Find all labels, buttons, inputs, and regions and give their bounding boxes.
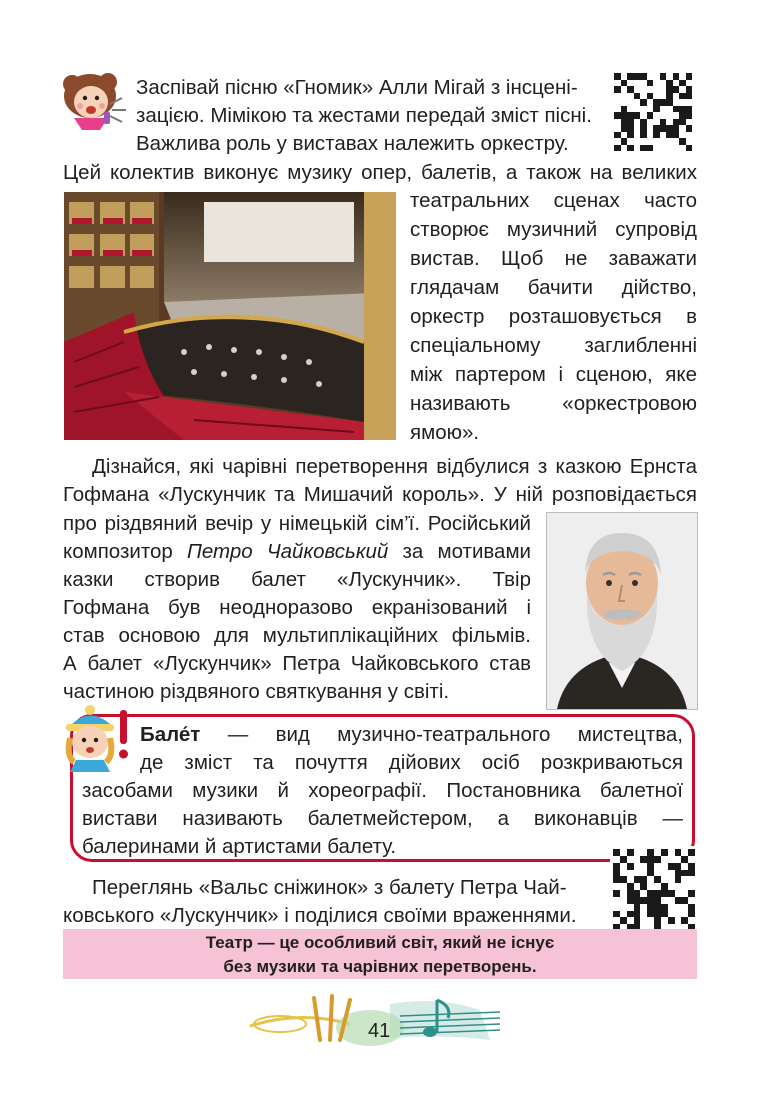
qr-module [613,897,620,904]
qr-module [681,897,688,904]
qr-module [681,876,688,883]
qr-module [627,863,634,870]
qr-module [613,863,620,870]
qr-module [640,849,647,856]
qr-module [627,856,634,863]
qr-module [647,876,654,883]
qr-module [661,870,668,877]
qr-module [688,856,695,863]
qr-module [675,863,682,870]
qr-module [627,876,634,883]
qr-module [654,870,661,877]
qr-module [654,897,661,904]
qr-module [647,911,654,918]
qr-module [647,856,654,863]
definition-intro: — вид музично-театрального мистецтва, [200,723,683,746]
qr-module [613,911,620,918]
qr-module [654,856,661,863]
qr-module [640,876,647,883]
qr-module [613,849,620,856]
qr-module [613,904,620,911]
qr-module [654,890,661,897]
definition-term: Бале́т [140,723,201,746]
orchestra-line-1: театральних сценах часто [410,189,697,212]
qr-module [661,917,668,924]
qr-module [640,917,647,924]
qr-module [613,917,620,924]
qr-module [647,904,654,911]
qr-module [681,883,688,890]
nutcracker-line-8: А балет «Лускунчик» Петра Чайковського став [63,652,531,675]
qr-module [668,911,675,918]
qr-module [681,904,688,911]
qr-module [620,897,627,904]
definition-line-5: балеринами й артистами балету. [82,835,397,858]
orchestra-line-9: ямою». [410,421,480,444]
qr-module [640,856,647,863]
text-motives: за мотивами [388,540,531,563]
qr-module [627,890,634,897]
qr-module [668,856,675,863]
motto-line-1: Театр — це особливий світ, який не існує [205,933,555,952]
qr-module [661,876,668,883]
qr-module [661,911,668,918]
qr-module [675,856,682,863]
qr-module [620,849,627,856]
orchestra-line-7: між партером і сценою, яке [410,363,697,386]
qr-module [675,870,682,877]
qr-module [681,911,688,918]
qr-module [661,863,668,870]
qr-module [681,917,688,924]
qr-module [675,890,682,897]
qr-module [620,890,627,897]
qr-module [654,911,661,918]
qr-module [681,849,688,856]
qr-module [634,863,641,870]
qr-module [640,904,647,911]
qr-module [688,904,695,911]
qr-module [661,883,668,890]
qr-module [640,883,647,890]
qr-module [675,917,682,924]
qr-module [654,917,661,924]
qr-module [688,897,695,904]
qr-module [620,876,627,883]
qr-module [640,911,647,918]
qr-module [668,863,675,870]
qr-module [634,856,641,863]
qr-code-song[interactable] [611,70,695,154]
nutcracker-line-7: став основою для мультиплікаційних фільмів. [63,624,531,647]
nutcracker-line-6: Гофмана був неодноразово екранізований і [63,596,531,619]
qr-module [675,904,682,911]
qr-module [668,870,675,877]
qr-module [640,897,647,904]
orchestra-line-5: оркестр розташовується в [410,305,697,328]
qr-module [634,870,641,877]
qr-module [627,904,634,911]
qr-module [675,876,682,883]
qr-module [661,897,668,904]
qr-module [620,856,627,863]
qr-module [668,890,675,897]
qr-module [681,870,688,877]
text-composer: композитор [63,540,187,563]
qr-module [627,870,634,877]
qr-module [613,856,620,863]
qr-module [627,911,634,918]
qr-module [654,904,661,911]
qr-module [647,917,654,924]
qr-module [634,849,641,856]
qr-module [627,917,634,924]
intro-line-3: Важлива роль у виставах належить оркестру. [136,132,569,155]
orchestra-line-6: спеціальному заглибленні [410,334,697,357]
qr-module [675,849,682,856]
orchestra-pit-photo [64,192,396,440]
definition-line-1 [140,722,683,748]
qr-module [620,904,627,911]
definition-line-4: вистави називають балетмейстером, а виконавців — [82,807,683,830]
qr-module [634,911,641,918]
qr-module [688,870,695,877]
qr-module [640,890,647,897]
qr-module [634,883,641,890]
qr-module [647,863,654,870]
definition-line-2: де зміст та почуття дійових осіб розкриваються [140,751,683,774]
qr-module [647,849,654,856]
nutcracker-line-9: частиною різдвяного святкування у світі. [63,680,450,703]
qr-module [620,863,627,870]
qr-code-waltz[interactable] [610,846,698,934]
qr-module [634,897,641,904]
qr-module [681,863,688,870]
nutcracker-line-3: про різдвяний вечір у німецькій сім’ї. Російський [63,512,531,535]
qr-module [681,890,688,897]
qr-module [661,904,668,911]
qr-module [620,883,627,890]
qr-module [634,917,641,924]
waltz-line-1: Переглянь «Вальс сніжинок» з балету Петра Чай- [92,876,567,899]
qr-module [668,849,675,856]
qr-module [613,876,620,883]
qr-module [634,890,641,897]
intro-line-2: зацією. Мімікою та жестами передай зміст пісні. [136,104,592,127]
definition-line-3: засобами музики й хореографії. Постановника балетної [82,779,683,802]
qr-module [668,876,675,883]
qr-module [647,883,654,890]
nutcracker-line-1: Дізнайся, які чарівні перетворення відбулися з казкою Ернста [92,455,697,478]
orchestra-line-2: створює музичний супровід [410,218,697,241]
nutcracker-line-2: Гофмана «Лускунчик та Мишачий король». У ній розповідається [63,483,697,506]
orchestra-line-4: глядачам бачити дійство, [410,276,697,299]
page-number: 41 [368,1020,391,1042]
qr-module [640,870,647,877]
qr-module [647,890,654,897]
qr-module [675,883,682,890]
qr-module [661,890,668,897]
qr-module [688,849,695,856]
qr-module [668,917,675,924]
motto-line-2: без музики та чарівних перетворень. [223,957,537,976]
qr-module [613,870,620,877]
intro-line-1: Заспівай пісню «Гномик» Алли Мігай з інсцені- [136,76,578,99]
qr-module [620,911,627,918]
qr-module [681,856,688,863]
qr-module [686,145,693,152]
qr-module [654,876,661,883]
qr-module [654,863,661,870]
qr-module [688,863,695,870]
orchestra-line-3: вистав. Щоб не заважати [410,247,697,270]
qr-module [661,849,668,856]
qr-module [675,897,682,904]
singing-girl-icon [60,70,130,132]
qr-module [620,870,627,877]
qr-module [661,856,668,863]
girl-exclamation-icon [60,700,136,772]
qr-module [675,911,682,918]
qr-module [613,890,620,897]
qr-module [654,883,661,890]
qr-module [647,870,654,877]
qr-module [688,883,695,890]
qr-module [627,849,634,856]
qr-module [668,897,675,904]
qr-module [654,849,661,856]
qr-module [688,911,695,918]
orchestra-line-8: називають «оркестровою [410,392,697,415]
tchaikovsky-portrait [546,512,698,710]
nutcracker-line-5: казки створив балет «Лускунчик». Твір [63,568,531,591]
qr-module [627,883,634,890]
qr-module [647,897,654,904]
qr-module [688,890,695,897]
motto-band [63,929,697,979]
qr-module [634,876,641,883]
qr-module [613,883,620,890]
qr-module [668,904,675,911]
qr-module [688,876,695,883]
waltz-line-2: ковського «Лускунчик» і поділися своїми враженнями. [63,904,577,927]
qr-module [640,863,647,870]
intro-line-4: Цей колектив виконує музику опер, балетів, а також на великих [63,161,697,184]
qr-module [627,897,634,904]
qr-module [668,883,675,890]
composer-name: Петро Чайковський [186,540,389,563]
qr-module [634,904,641,911]
nutcracker-line-4 [63,539,531,565]
qr-module [620,917,627,924]
qr-module [688,917,695,924]
